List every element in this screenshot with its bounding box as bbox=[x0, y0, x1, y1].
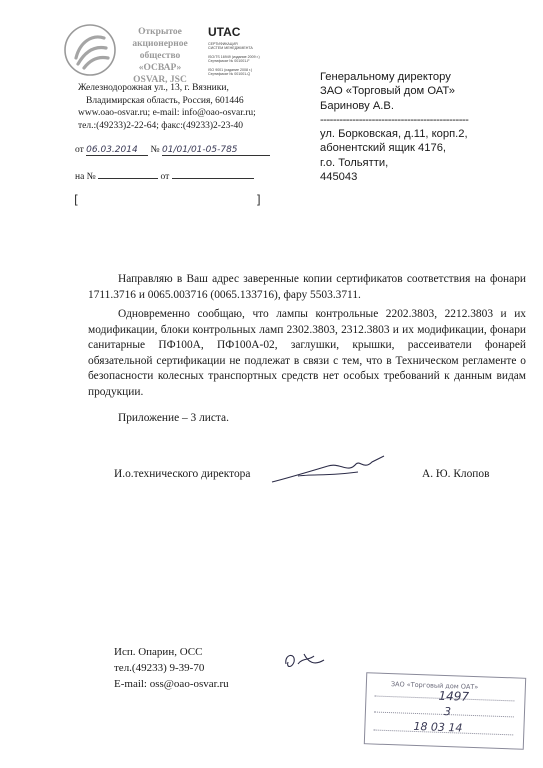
certification-logo: UTAC СЕРТИФИКАЦИЯ СИСТЕМ МЕНЕДЖМЕНТА ISO/TS 16949 (издание 2009 г.) Сертификат № 001001-F ISO 9001 (издание 2008 г.) Сертификат № 001001-Q bbox=[208, 26, 264, 76]
company-emblem bbox=[62, 22, 118, 78]
outgoing-reference: от 06.03.2014 № 01/01/01-05-785 bbox=[75, 145, 270, 156]
paragraph-attachment: Приложение – 3 листа. bbox=[118, 412, 229, 424]
organization-name: Открытое акционерное общество «ОСВАР» OSVAR, JSC bbox=[132, 27, 188, 85]
letter-body bbox=[88, 272, 526, 427]
handwritten-initials bbox=[280, 648, 328, 674]
contact-info: Исп. Опарин, ОСС тел.(49233) 9-39-70 E-mail: oss@oao-osvar.ru bbox=[114, 646, 229, 690]
incoming-reference: на № от bbox=[75, 172, 254, 182]
paragraph-certificates: Направляю в Ваш адрес заверенные копии сертификатов соответствия на фонари 1711.3716 и 0065.003716 (0065.133716), фару 5503.3711. bbox=[88, 273, 526, 301]
sender-address: Железнодорожная ул., 13, г. Вязники, Владимирская область, Россия, 601446 www.oao-osvar.ru; e-mail: info@oao-osvar.ru; тел.:(49233)2-22-64; факс:(49233)2-23-40 bbox=[78, 83, 256, 131]
bracket-right: ] bbox=[256, 193, 261, 207]
bracket-left: [ bbox=[74, 193, 79, 207]
handwritten-signature bbox=[268, 452, 388, 492]
paragraph-exemption: Одновременно сообщаю, что лампы контрольные 2202.3803, 2212.3803 и их модификации, блоки контрольных ламп 2302.3803, 2312.3803 и их модификации, фонари санитарные ПФ100А, ПФ100А-02, заглушки, крышки, рассеиватели фонарей обязательной сертификации не подлежат в связи с тем, что в Техническом регламенте о безопасности колесных транспортных средств нет особых требований к данным видам продукции. bbox=[88, 308, 526, 398]
signatory-title: И.о.технического директора bbox=[114, 468, 251, 480]
incoming-stamp: ЗАО «Торговый дом ОАТ» 1497 3 18 03 14 bbox=[364, 672, 526, 750]
recipient-block: Генеральному директору ЗАО «Торговый дом ОАТ» Баринову А.В. ---------------------------------------------- ул. Борковская, д.11, корп.2, абонентский ящик 4176, г.о. Тольятти, 445043 bbox=[320, 71, 469, 184]
utac-brand: UTAC bbox=[208, 25, 241, 39]
signatory-name: А. Ю. Клопов bbox=[422, 468, 490, 480]
